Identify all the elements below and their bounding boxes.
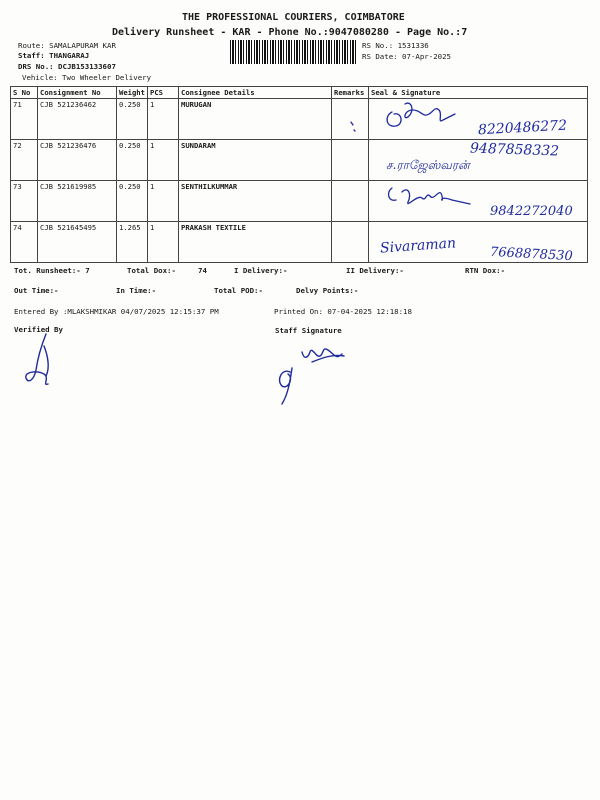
- row-sno: 73: [11, 181, 38, 222]
- drs-number: DRS No.: DCJB153133607: [18, 62, 116, 71]
- handwritten-phone-row3: 9842272040: [490, 204, 573, 219]
- col-weight: Weight: [117, 87, 148, 99]
- route-label: Route: SAMALAPURAM KAR: [18, 41, 116, 50]
- handwritten-tamil-name-row2: ச.ராஜேஸ்வரன்: [386, 158, 470, 172]
- total-dox-value: 74: [198, 266, 207, 275]
- row-pcs: 1: [148, 222, 179, 263]
- col-consignee: Consignee Details: [179, 87, 332, 99]
- staff-signature-label: Staff Signature: [275, 326, 342, 335]
- total-pod: Total POD:-: [214, 286, 263, 295]
- row-weight: 0.250: [117, 99, 148, 140]
- i-delivery: I Delivery:-: [234, 266, 288, 275]
- col-pcs: PCS: [148, 87, 179, 99]
- runsheet-subtitle: Delivery Runsheet - KAR - Phone No.:9047080280 - Page No.:7: [112, 27, 468, 38]
- entered-by: Entered By :MLAKSHMIKAR 04/07/2025 12:15:37 PM: [14, 307, 219, 316]
- row-consignment: CJB 521619985: [38, 181, 117, 222]
- verified-by-label: Verified By: [14, 325, 63, 334]
- row-consignment: CJB 521236462: [38, 99, 117, 140]
- in-time: In Time:-: [116, 286, 157, 295]
- ii-delivery: II Delivery:-: [346, 266, 404, 275]
- rtn-dox: RTN Dox:-: [465, 266, 506, 275]
- vehicle-label: Vehicle: Two Wheeler Delivery: [22, 73, 152, 82]
- col-remarks: Remarks: [332, 87, 369, 99]
- tot-runsheet: Tot. Runsheet:- 7: [14, 266, 90, 275]
- row-consignee: SENTHILKUMMAR: [179, 181, 332, 222]
- row-weight: 0.250: [117, 140, 148, 181]
- handwritten-name-row4: Sivaraman: [379, 235, 457, 257]
- rs-date: RS Date: 07-Apr-2025: [362, 52, 451, 61]
- row-weight: 1.265: [117, 222, 148, 263]
- row-sno: 71: [11, 99, 38, 140]
- rs-number: RS No.: 1531336: [362, 41, 429, 50]
- row-pcs: 1: [148, 140, 179, 181]
- row-consignment: CJB 521236476: [38, 140, 117, 181]
- row-consignment: CJB 521645495: [38, 222, 117, 263]
- printed-on: Printed On: 07-04-2025 12:18:18: [274, 307, 412, 316]
- col-seal-signature: Seal & Signature: [369, 87, 588, 99]
- row-weight: 0.250: [117, 181, 148, 222]
- staff-signature: [280, 349, 344, 404]
- row-consignee: MURUGAN: [179, 99, 332, 140]
- row-sno: 74: [11, 222, 38, 263]
- handwritten-phone-row1: 8220486272: [477, 117, 568, 139]
- staff-label: Staff: THANGARAJ: [18, 51, 90, 60]
- delvy-points: Delvy Points:-: [296, 286, 359, 295]
- handwritten-phone-row4: 7668878530: [489, 244, 574, 265]
- company-title: THE PROFESSIONAL COURIERS, COIMBATORE: [182, 12, 405, 23]
- col-sno: S No: [11, 87, 38, 99]
- row-consignee: SUNDARAM: [179, 140, 332, 181]
- total-dox-label: Total Dox:-: [127, 266, 176, 275]
- out-time: Out Time:-: [14, 286, 59, 295]
- verifier-signature: [26, 334, 48, 384]
- row-pcs: 1: [148, 99, 179, 140]
- row-consignee: PRAKASH TEXTILE: [179, 222, 332, 263]
- row-sno: 72: [11, 140, 38, 181]
- row-pcs: 1: [148, 181, 179, 222]
- col-consignment: Consignment No: [38, 87, 117, 99]
- handwritten-phone-row2: 9487858332: [469, 140, 560, 160]
